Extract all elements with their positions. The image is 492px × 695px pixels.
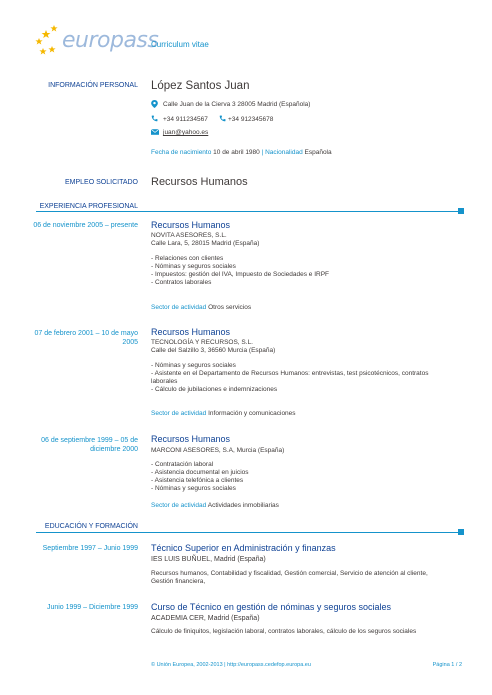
exp1-bullets: [151, 255, 329, 287]
edu1-desc: [151, 570, 428, 586]
exp2-bullet: - Asistente en el Departamento de Recursos Humanos: entrevistas, test psicotécnicos, contratos: [151, 370, 429, 377]
exp2-sector-value: Información y comunicaciones: [208, 410, 296, 417]
europass-logo-text: europass: [62, 28, 159, 53]
separator: |: [261, 149, 264, 156]
address-text: Calle Juan de la Cierva 3 28005 Madrid (Española): [163, 101, 311, 108]
edu1-desc-line1: Recursos humanos, Contabilidad y fiscalidad, Gestión comercial, Servicio de atención al cliente,: [151, 570, 428, 577]
person-name: López Santos Juan: [151, 80, 250, 92]
experience-section-label: EXPERIENCIA PROFESIONAL: [39, 203, 138, 210]
birth-nationality-line: [151, 149, 332, 156]
footer-copyright[interactable]: © Unión Europea, 2002-2013 | http://europass.cedefop.europa.eu: [151, 662, 311, 668]
exp1-dates: 06 de noviembre 2005 – presente: [33, 222, 138, 229]
edu2-title: Curso de Técnico en gestión de nóminas y seguros sociales: [151, 602, 391, 612]
exp1-bullet: - Impuestos: gestión del IVA, Impuesto de Sociedades e IRPF: [151, 271, 330, 278]
exp3-dates-line2: diciembre 2000: [90, 446, 138, 453]
cv-title: Curriculum vitae: [151, 40, 209, 49]
exp3-bullet: - Contratación laboral: [151, 461, 214, 468]
edu1-title: Técnico Superior en Administración y finanzas: [151, 543, 336, 553]
exp2-dates: [34, 329, 138, 347]
exp2-company: TECNOLOGÍA Y RECURSOS, S.L.: [151, 339, 253, 346]
exp3-bullet: - Nóminas y seguros sociales: [151, 485, 236, 492]
edu1-school: IES LUIS BUÑUEL, Madrid (España): [151, 556, 266, 563]
exp3-dates-line1: 06 de septiembre 1999 – 05 de: [41, 437, 138, 444]
job-applied-label: EMPLEO SOLICITADO: [65, 179, 138, 186]
experience-divider: [36, 211, 460, 212]
exp3-dates: [41, 436, 138, 454]
education-divider: [36, 532, 460, 533]
sector-label: Sector de actividad: [151, 304, 207, 311]
exp2-address: Calle del Salzillo 3, 36560 Murcia (España): [151, 347, 276, 354]
edu2-dates: Junio 1999 – Diciembre 1999: [46, 604, 138, 611]
footer-page-number: Página 1 / 2: [432, 662, 462, 668]
experience-divider-square: [458, 208, 464, 214]
exp3-title: Recursos Humanos: [151, 434, 231, 444]
email-link[interactable]: juan@yahoo.es: [163, 129, 209, 136]
exp1-bullet: - Nóminas y seguros sociales: [151, 263, 236, 270]
location-pin-icon: [151, 100, 158, 108]
email-icon: [151, 129, 159, 135]
mobile-phone-icon: [219, 115, 226, 122]
education-section-label: EDUCACIÓN Y FORMACIÓN: [44, 523, 138, 530]
exp1-sector: [151, 304, 251, 311]
birth-label: Fecha de nacimiento: [151, 149, 212, 156]
exp1-address: Calle Lara, 5, 28015 Madrid (España): [151, 240, 260, 247]
exp2-bullet: - Cálculo de jubilaciones e indemnizaciones: [151, 386, 278, 393]
exp3-sector-value: Actividades inmobiliarias: [207, 502, 279, 509]
exp3-company: MARCONI ASESORES, S.A, Murcia (España): [151, 447, 285, 454]
exp2-dates-line2: 2005: [122, 339, 138, 346]
exp2-sector: [151, 410, 296, 417]
exp2-bullet: - Nóminas y seguros sociales: [151, 362, 236, 369]
phone-1[interactable]: +34 911234567: [163, 116, 208, 123]
exp2-title: Recursos Humanos: [151, 327, 231, 337]
exp1-title: Recursos Humanos: [151, 220, 231, 230]
nationality-label: Nacionalidad: [265, 149, 303, 156]
exp1-bullet: - Relaciones con clientes: [151, 255, 224, 262]
edu2-desc: Cálculo de finiquitos, legislación laboral, contratos laborales, cálculo de los seguros sociales: [151, 628, 417, 635]
exp1-company: NOVITA ASESORES, S.L.: [151, 232, 227, 239]
edu1-dates: Septiembre 1997 – Junio 1999: [42, 545, 138, 552]
phone-2[interactable]: +34 912345678: [228, 116, 274, 123]
exp2-bullet: laborales: [151, 378, 178, 385]
exp2-bullets: [151, 362, 428, 394]
exp1-bullet: - Contratos laborales: [151, 279, 212, 286]
birth-value: 10 de abril 1980: [213, 149, 260, 156]
nationality-value: Española: [304, 149, 332, 156]
exp1-sector-value: Otros servicios: [208, 304, 252, 311]
exp3-bullets: [151, 461, 249, 493]
exp2-dates-line1: 07 de febrero 2001 – 10 de mayo: [34, 330, 138, 337]
exp3-bullet: - Asistencia documental en juicios: [151, 469, 249, 476]
personal-section-label: INFORMACIÓN PERSONAL: [48, 82, 138, 89]
exp3-bullet: - Asistencia telefónica a clientes: [151, 477, 244, 484]
sector-label: Sector de actividad: [151, 502, 207, 509]
sector-label: Sector de actividad: [151, 410, 207, 417]
edu2-school: ACADEMIA CER, Madrid (España): [151, 615, 260, 622]
edu1-desc-line2: Gestión financiera,: [151, 578, 206, 585]
job-applied-value: Recursos Humanos: [151, 176, 248, 188]
phone-icon: [151, 115, 158, 122]
education-divider-square: [458, 529, 464, 535]
exp3-sector: [151, 502, 279, 509]
